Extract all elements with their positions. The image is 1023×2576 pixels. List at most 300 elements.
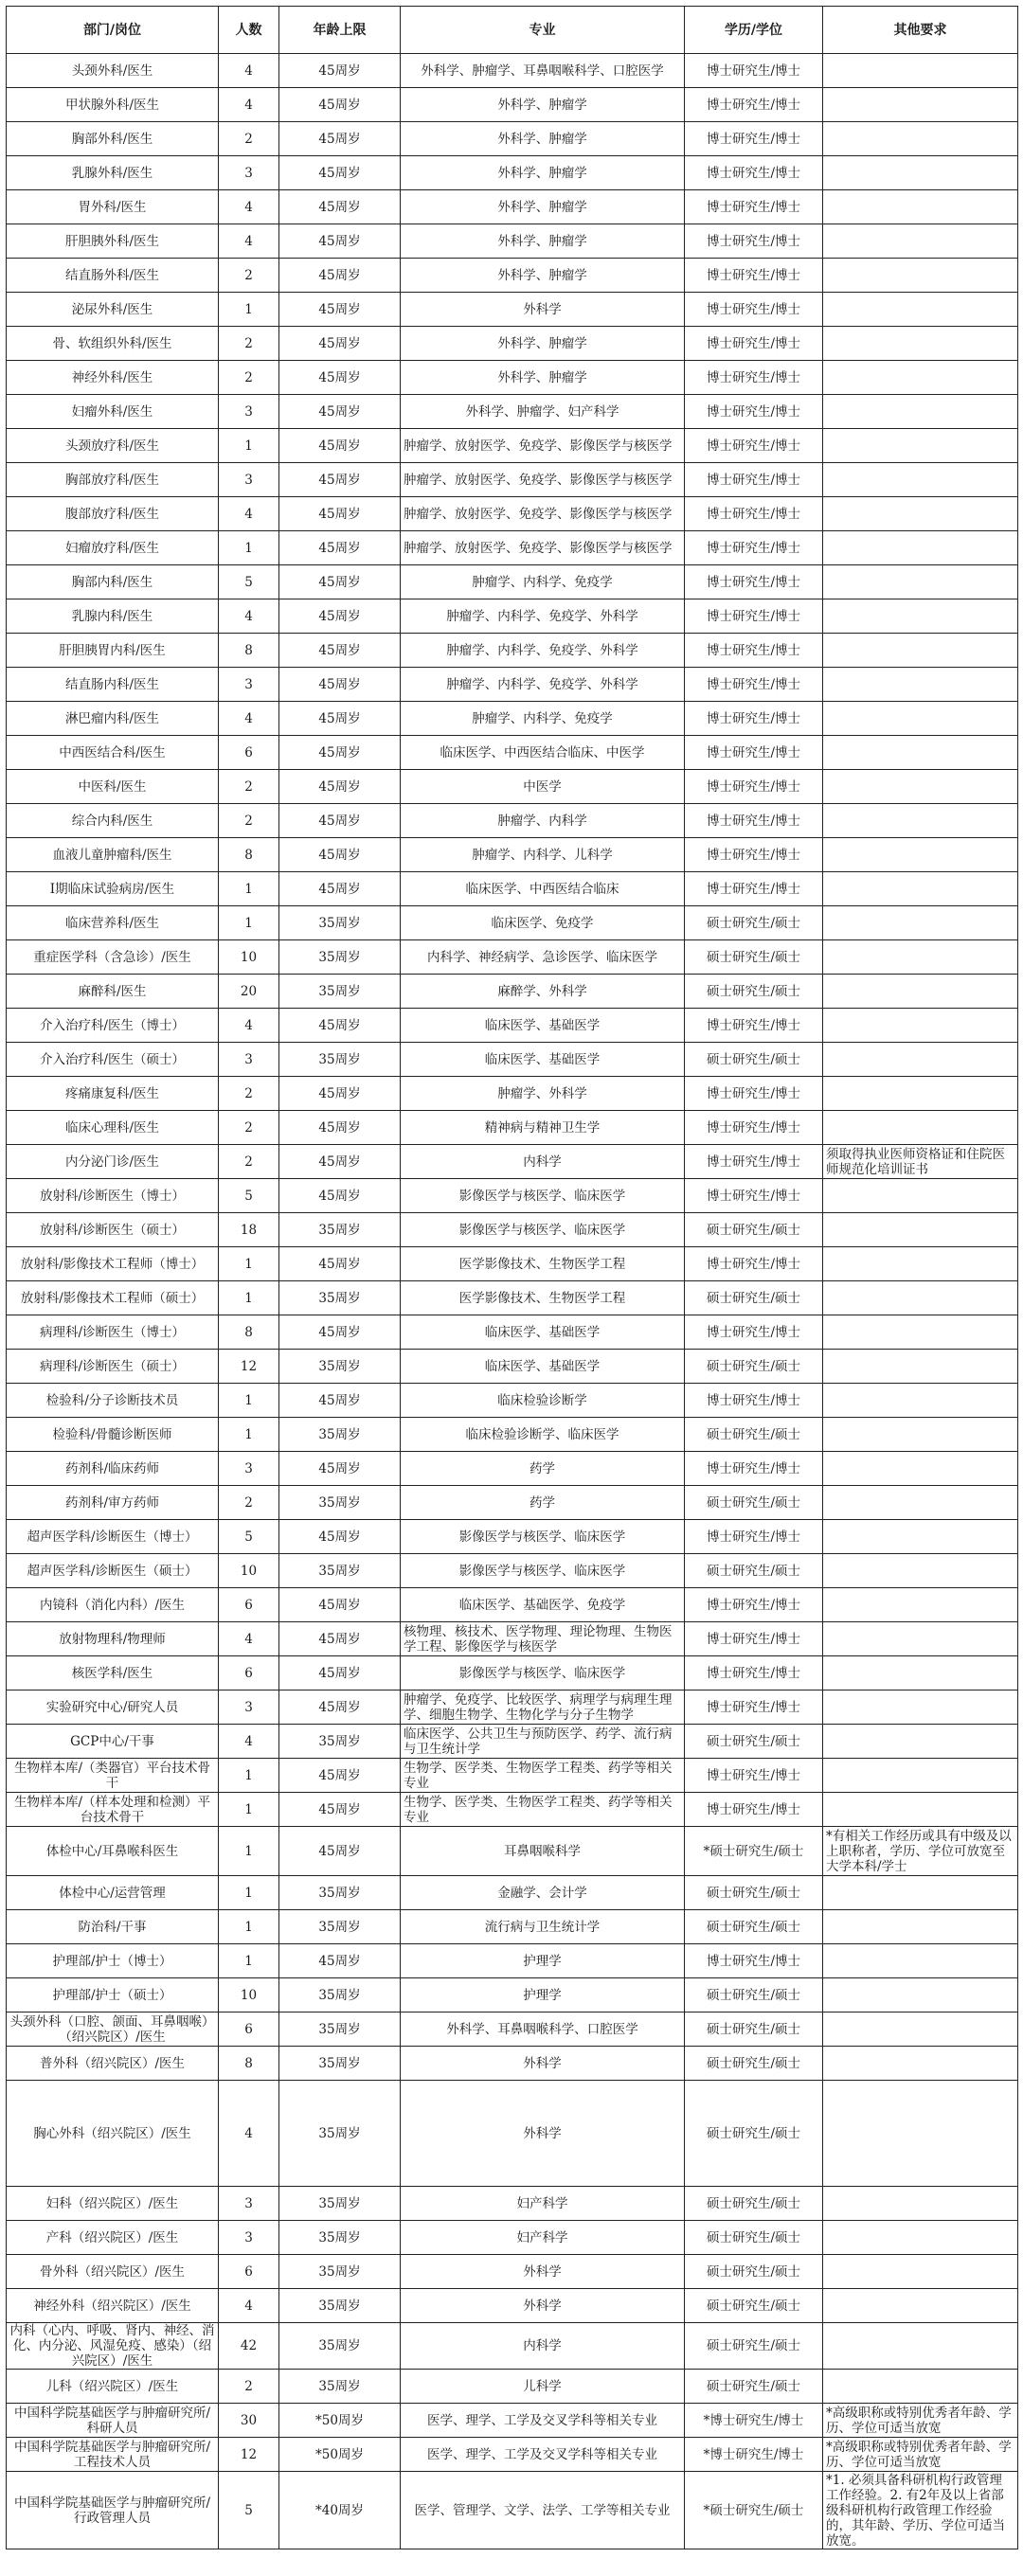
cell-other (823, 156, 1018, 190)
cell-other (823, 770, 1018, 804)
table-row (7, 1827, 1018, 1876)
cell-major: 外科学 (401, 2289, 685, 2323)
cell-age: 35周岁 (279, 975, 401, 1009)
cell-major: 外科学、耳鼻咽喉科学、口腔医学 (401, 2012, 685, 2047)
cell-count: 8 (219, 634, 279, 668)
cell-count: 2 (219, 122, 279, 156)
cell-dept: 护理部/护士（博士） (7, 1944, 219, 1978)
cell-dept: 疼痛康复科/医生 (7, 1077, 219, 1111)
cell-other (823, 361, 1018, 395)
cell-degree: 博士研究生/博士 (685, 259, 823, 293)
cell-major: 妇产科学 (401, 2187, 685, 2221)
cell-age: 35周岁 (279, 2012, 401, 2047)
cell-major: 医学影像技术、生物医学工程 (401, 1247, 685, 1281)
cell-dept: 内分泌门诊/医生 (7, 1145, 219, 1179)
cell-other (823, 668, 1018, 702)
cell-major: 临床医学、基础医学 (401, 1009, 685, 1043)
cell-major: 临床医学、基础医学、免疫学 (401, 1588, 685, 1622)
cell-degree: 硕士研究生/硕士 (685, 1350, 823, 1384)
cell-degree: 博士研究生/博士 (685, 1759, 823, 1793)
table-row (7, 1759, 1018, 1793)
cell-degree: 硕士研究生/硕士 (685, 906, 823, 940)
cell-major: 外科学 (401, 293, 685, 327)
cell-age: 45周岁 (279, 1247, 401, 1281)
cell-count: 4 (219, 190, 279, 224)
cell-major: 肿瘤学、放射医学、免疫学、影像医学与核医学 (401, 429, 685, 463)
cell-degree: 博士研究生/博士 (685, 54, 823, 88)
cell-count: 1 (219, 1793, 279, 1827)
cell-degree: 硕士研究生/硕士 (685, 1554, 823, 1588)
cell-age: 45周岁 (279, 259, 401, 293)
table-row (7, 2012, 1018, 2047)
cell-degree: 硕士研究生/硕士 (685, 2289, 823, 2323)
cell-count: 3 (219, 395, 279, 429)
cell-count: 2 (219, 259, 279, 293)
cell-major: 影像医学与核医学、临床医学 (401, 1520, 685, 1554)
cell-other (823, 2047, 1018, 2081)
cell-other (823, 463, 1018, 497)
table-row (7, 2187, 1018, 2221)
cell-other (823, 2012, 1018, 2047)
cell-dept: 头颈放疗科/医生 (7, 429, 219, 463)
cell-degree: 硕士研究生/硕士 (685, 2081, 823, 2187)
cell-age: 45周岁 (279, 1588, 401, 1622)
cell-count: 42 (219, 2323, 279, 2370)
cell-count: 4 (219, 224, 279, 259)
table-row (7, 2323, 1018, 2370)
cell-count: 5 (219, 565, 279, 599)
cell-major: 临床医学、基础医学 (401, 1043, 685, 1077)
cell-count: 2 (219, 327, 279, 361)
cell-major: 肿瘤学、内科学、儿科学 (401, 838, 685, 872)
cell-count: 2 (219, 361, 279, 395)
cell-major: 临床检验诊断学 (401, 1384, 685, 1418)
cell-major: 肿瘤学、内科学、免疫学 (401, 702, 685, 736)
table-row (7, 122, 1018, 156)
cell-other (823, 1876, 1018, 1910)
cell-count: 2 (219, 1145, 279, 1179)
cell-dept: 中国科学院基础医学与肿瘤研究所/行政管理人员 (7, 2472, 219, 2549)
cell-major: 麻醉学、外科学 (401, 975, 685, 1009)
cell-age: 45周岁 (279, 1656, 401, 1690)
cell-count: 4 (219, 54, 279, 88)
cell-dept: 综合内科/医生 (7, 804, 219, 838)
cell-other (823, 1315, 1018, 1350)
cell-other (823, 327, 1018, 361)
cell-count: 4 (219, 2081, 279, 2187)
cell-age: 45周岁 (279, 327, 401, 361)
cell-count: 5 (219, 2472, 279, 2549)
cell-count: 1 (219, 1944, 279, 1978)
cell-dept: 重症医学科（含急诊）/医生 (7, 940, 219, 975)
cell-degree: 博士研究生/博士 (685, 1622, 823, 1656)
cell-dept: 介入治疗科/医生（硕士） (7, 1043, 219, 1077)
table-row (7, 2472, 1018, 2549)
cell-count: 4 (219, 1622, 279, 1656)
cell-major: 外科学、肿瘤学 (401, 122, 685, 156)
cell-other (823, 736, 1018, 770)
cell-other (823, 1554, 1018, 1588)
cell-dept: 乳腺内科/医生 (7, 599, 219, 634)
cell-degree: 硕士研究生/硕士 (685, 2187, 823, 2221)
table-row (7, 940, 1018, 975)
cell-degree: 博士研究生/博士 (685, 293, 823, 327)
cell-degree: 博士研究生/博士 (685, 1690, 823, 1725)
cell-major: 外科学、肿瘤学 (401, 361, 685, 395)
cell-count: 3 (219, 2221, 279, 2255)
cell-age: 45周岁 (279, 1452, 401, 1486)
cell-count: 1 (219, 1281, 279, 1315)
cell-count: 6 (219, 736, 279, 770)
cell-major: 医学影像技术、生物医学工程 (401, 1281, 685, 1315)
table-row (7, 1725, 1018, 1759)
cell-count: 6 (219, 2255, 279, 2289)
cell-count: 1 (219, 906, 279, 940)
cell-age: 45周岁 (279, 1145, 401, 1179)
cell-age: 45周岁 (279, 1077, 401, 1111)
cell-age: 45周岁 (279, 1690, 401, 1725)
cell-degree: 硕士研究生/硕士 (685, 1910, 823, 1944)
cell-major: 临床检验诊断学、临床医学 (401, 1418, 685, 1452)
cell-dept: 胸部外科/医生 (7, 122, 219, 156)
cell-degree: 博士研究生/博士 (685, 1145, 823, 1179)
cell-age: *50周岁 (279, 2438, 401, 2472)
cell-other (823, 1725, 1018, 1759)
cell-count: 2 (219, 804, 279, 838)
cell-dept: 核医学科/医生 (7, 1656, 219, 1690)
cell-count: 3 (219, 2187, 279, 2221)
cell-other (823, 259, 1018, 293)
cell-degree: *硕士研究生/硕士 (685, 1827, 823, 1876)
cell-degree: 博士研究生/博士 (685, 736, 823, 770)
cell-age: 35周岁 (279, 2255, 401, 2289)
cell-dept: 结直肠内科/医生 (7, 668, 219, 702)
cell-degree: 博士研究生/博士 (685, 838, 823, 872)
cell-age: 35周岁 (279, 1043, 401, 1077)
cell-count: 6 (219, 1656, 279, 1690)
cell-count: 6 (219, 2012, 279, 2047)
table-row (7, 1213, 1018, 1247)
cell-dept: 普外科（绍兴院区）/医生 (7, 2047, 219, 2081)
cell-dept: 胸心外科（绍兴院区）/医生 (7, 2081, 219, 2187)
cell-other (823, 88, 1018, 122)
table-row (7, 1315, 1018, 1350)
cell-degree: 博士研究生/博士 (685, 1656, 823, 1690)
cell-major: 医学、管理学、文学、法学、工学等相关专业 (401, 2472, 685, 2549)
cell-dept: 实验研究中心/研究人员 (7, 1690, 219, 1725)
cell-major: 肿瘤学、放射医学、免疫学、影像医学与核医学 (401, 463, 685, 497)
cell-other (823, 1452, 1018, 1486)
cell-major: 临床医学、中西医结合临床 (401, 872, 685, 906)
cell-degree: 博士研究生/博士 (685, 463, 823, 497)
cell-degree: 博士研究生/博士 (685, 429, 823, 463)
cell-degree: 博士研究生/博士 (685, 1944, 823, 1978)
table-row (7, 702, 1018, 736)
cell-degree: 硕士研究生/硕士 (685, 2323, 823, 2370)
cell-count: 20 (219, 975, 279, 1009)
column-header-age: 年龄上限 (279, 7, 401, 54)
cell-age: 45周岁 (279, 634, 401, 668)
table-row (7, 1690, 1018, 1725)
table-row (7, 1793, 1018, 1827)
cell-major: 外科学 (401, 2255, 685, 2289)
cell-count: 18 (219, 1213, 279, 1247)
cell-major: 外科学、肿瘤学 (401, 88, 685, 122)
table-row (7, 2081, 1018, 2187)
cell-age: 45周岁 (279, 804, 401, 838)
cell-degree: 博士研究生/博士 (685, 1384, 823, 1418)
cell-dept: 肝胆胰外科/医生 (7, 224, 219, 259)
cell-count: 5 (219, 1179, 279, 1213)
cell-major: 护理学 (401, 1978, 685, 2012)
cell-dept: 生物样本库/（样本处理和检测）平台技术骨干 (7, 1793, 219, 1827)
cell-other (823, 395, 1018, 429)
cell-dept: 神经外科/医生 (7, 361, 219, 395)
cell-age: 45周岁 (279, 770, 401, 804)
column-header-degree: 学历/学位 (685, 7, 823, 54)
cell-degree: 博士研究生/博士 (685, 531, 823, 565)
table-row (7, 2255, 1018, 2289)
cell-count: 10 (219, 1978, 279, 2012)
cell-degree: 硕士研究生/硕士 (685, 2012, 823, 2047)
cell-other (823, 906, 1018, 940)
table-row (7, 1588, 1018, 1622)
cell-dept: 超声医学科/诊断医生（硕士） (7, 1554, 219, 1588)
cell-age: 45周岁 (279, 1944, 401, 1978)
cell-count: 4 (219, 2289, 279, 2323)
cell-dept: 中医科/医生 (7, 770, 219, 804)
cell-age: 45周岁 (279, 122, 401, 156)
cell-dept: 妇科（绍兴院区）/医生 (7, 2187, 219, 2221)
cell-age: 45周岁 (279, 88, 401, 122)
cell-age: 45周岁 (279, 702, 401, 736)
cell-degree: *博士研究生/博士 (685, 2404, 823, 2438)
cell-other (823, 1350, 1018, 1384)
cell-major: 核物理、核技术、医学物理、理论物理、生物医学工程、影像医学与核医学 (401, 1622, 685, 1656)
cell-dept: 临床营养科/医生 (7, 906, 219, 940)
cell-dept: 病理科/诊断医生（硕士） (7, 1350, 219, 1384)
cell-other (823, 1247, 1018, 1281)
cell-degree: 硕士研究生/硕士 (685, 1281, 823, 1315)
cell-degree: 博士研究生/博士 (685, 1315, 823, 1350)
cell-other: *高级职称或特别优秀者年龄、学历、学位可适当放宽 (823, 2438, 1018, 2472)
cell-major: 外科学、肿瘤学、耳鼻咽喉科学、口腔医学 (401, 54, 685, 88)
cell-major: 金融学、会计学 (401, 1876, 685, 1910)
cell-age: 45周岁 (279, 429, 401, 463)
table-row (7, 1009, 1018, 1043)
cell-degree: 博士研究生/博士 (685, 702, 823, 736)
cell-major: 临床医学、基础医学 (401, 1350, 685, 1384)
cell-age: 45周岁 (279, 1622, 401, 1656)
cell-other (823, 54, 1018, 88)
cell-dept: 淋巴瘤内科/医生 (7, 702, 219, 736)
cell-major: 外科学、肿瘤学 (401, 259, 685, 293)
column-header-major: 专业 (401, 7, 685, 54)
cell-age: 35周岁 (279, 2289, 401, 2323)
recruitment-table (6, 6, 1018, 2549)
cell-dept: 妇瘤外科/医生 (7, 395, 219, 429)
cell-degree: 硕士研究生/硕士 (685, 2047, 823, 2081)
cell-degree: 博士研究生/博士 (685, 1793, 823, 1827)
cell-major: 肿瘤学、免疫学、比较医学、病理学与病理生理学、细胞生物学、生物化学与分子生物学 (401, 1690, 685, 1725)
cell-age: *40周岁 (279, 2472, 401, 2549)
cell-degree: 博士研究生/博士 (685, 1520, 823, 1554)
table-row (7, 259, 1018, 293)
cell-other (823, 1077, 1018, 1111)
cell-degree: 博士研究生/博士 (685, 497, 823, 531)
cell-count: 4 (219, 497, 279, 531)
cell-count: 3 (219, 156, 279, 190)
table-row (7, 872, 1018, 906)
cell-degree: 博士研究生/博士 (685, 122, 823, 156)
table-row (7, 736, 1018, 770)
cell-age: 35周岁 (279, 2047, 401, 2081)
cell-count: 1 (219, 1910, 279, 1944)
cell-other (823, 1486, 1018, 1520)
cell-major: 肿瘤学、内科学、免疫学、外科学 (401, 599, 685, 634)
cell-major: 生物学、医学类、生物医学工程类、药学等相关专业 (401, 1793, 685, 1827)
cell-degree: 硕士研究生/硕士 (685, 975, 823, 1009)
cell-major: 影像医学与核医学、临床医学 (401, 1656, 685, 1690)
cell-other (823, 2323, 1018, 2370)
cell-dept: 骨、软组织外科/医生 (7, 327, 219, 361)
cell-count: 1 (219, 1827, 279, 1876)
cell-major: 影像医学与核医学、临床医学 (401, 1554, 685, 1588)
cell-dept: 泌尿外科/医生 (7, 293, 219, 327)
cell-major: 内科学、神经病学、急诊医学、临床医学 (401, 940, 685, 975)
cell-count: 4 (219, 1009, 279, 1043)
table-row (7, 1145, 1018, 1179)
cell-age: 45周岁 (279, 565, 401, 599)
cell-age: 45周岁 (279, 54, 401, 88)
cell-age: 45周岁 (279, 668, 401, 702)
cell-age: 45周岁 (279, 1520, 401, 1554)
cell-other (823, 599, 1018, 634)
table-row (7, 1418, 1018, 1452)
table-row (7, 1179, 1018, 1213)
cell-dept: 内科（心内、呼吸、肾内、神经、消化、内分泌、风湿免疫、感染）（绍兴院区）/医生 (7, 2323, 219, 2370)
cell-other (823, 1793, 1018, 1827)
cell-major: 外科学、肿瘤学 (401, 156, 685, 190)
cell-major: 临床医学、基础医学 (401, 1315, 685, 1350)
cell-count: 2 (219, 1486, 279, 1520)
cell-degree: 博士研究生/博士 (685, 1179, 823, 1213)
cell-other (823, 1656, 1018, 1690)
table-row (7, 1077, 1018, 1111)
table-row (7, 361, 1018, 395)
table-row (7, 1043, 1018, 1077)
cell-dept: 护理部/护士（硕士） (7, 1978, 219, 2012)
column-header-dept: 部门/岗位 (7, 7, 219, 54)
cell-age: 45周岁 (279, 838, 401, 872)
table-row (7, 1486, 1018, 1520)
cell-count: 4 (219, 702, 279, 736)
table-row (7, 2047, 1018, 2081)
cell-count: 3 (219, 1452, 279, 1486)
cell-dept: 超声医学科/诊断医生（博士） (7, 1520, 219, 1554)
cell-count: 1 (219, 1876, 279, 1910)
cell-other (823, 1384, 1018, 1418)
cell-major: 药学 (401, 1452, 685, 1486)
cell-age: 45周岁 (279, 497, 401, 531)
cell-degree: 博士研究生/博士 (685, 565, 823, 599)
cell-dept: 检验科/骨髓诊断医师 (7, 1418, 219, 1452)
cell-age: 45周岁 (279, 361, 401, 395)
cell-count: 1 (219, 1384, 279, 1418)
table-row (7, 1452, 1018, 1486)
cell-major: 医学、理学、工学及交叉学科等相关专业 (401, 2404, 685, 2438)
cell-major: 护理学 (401, 1944, 685, 1978)
cell-other (823, 565, 1018, 599)
cell-count: 8 (219, 2047, 279, 2081)
table-row (7, 565, 1018, 599)
cell-other (823, 702, 1018, 736)
cell-other: *高级职称或特别优秀者年龄、学历、学位可适当放宽 (823, 2404, 1018, 2438)
cell-other (823, 1978, 1018, 2012)
cell-dept: 放射科/诊断医生（博士） (7, 1179, 219, 1213)
cell-degree: 博士研究生/博士 (685, 1452, 823, 1486)
cell-age: 45周岁 (279, 872, 401, 906)
cell-age: 35周岁 (279, 1486, 401, 1520)
cell-degree: 博士研究生/博士 (685, 872, 823, 906)
cell-age: 35周岁 (279, 940, 401, 975)
cell-other (823, 1944, 1018, 1978)
cell-other (823, 1418, 1018, 1452)
cell-age: 35周岁 (279, 1978, 401, 2012)
table-row (7, 327, 1018, 361)
cell-count: 1 (219, 429, 279, 463)
column-header-other: 其他要求 (823, 7, 1018, 54)
cell-dept: 放射科/诊断医生（硕士） (7, 1213, 219, 1247)
cell-other (823, 1622, 1018, 1656)
cell-count: 8 (219, 838, 279, 872)
cell-dept: GCP中心/干事 (7, 1725, 219, 1759)
cell-other (823, 429, 1018, 463)
cell-count: 30 (219, 2404, 279, 2438)
cell-age: 45周岁 (279, 599, 401, 634)
cell-age: 35周岁 (279, 1281, 401, 1315)
cell-degree: 博士研究生/博士 (685, 804, 823, 838)
cell-major: 外科学、肿瘤学 (401, 224, 685, 259)
cell-dept: 防治科/干事 (7, 1910, 219, 1944)
table-row (7, 1944, 1018, 1978)
table-row (7, 88, 1018, 122)
cell-degree: 博士研究生/博士 (685, 1111, 823, 1145)
cell-major: 妇产科学 (401, 2221, 685, 2255)
cell-other: *1. 必须具备科研机构行政管理工作经验。2. 有2年及以上省部级科研机构行政管理工作经验的，其年龄、学历、学位可适当放宽。 (823, 2472, 1018, 2549)
cell-major: 影像医学与核医学、临床医学 (401, 1213, 685, 1247)
cell-dept: 检验科/分子诊断技术员 (7, 1384, 219, 1418)
cell-dept: 血液儿童肿瘤科/医生 (7, 838, 219, 872)
cell-dept: 放射科/影像技术工程师（硕士） (7, 1281, 219, 1315)
cell-degree: 博士研究生/博士 (685, 327, 823, 361)
cell-major: 影像医学与核医学、临床医学 (401, 1179, 685, 1213)
cell-other (823, 1281, 1018, 1315)
cell-count: 1 (219, 1247, 279, 1281)
table-row (7, 429, 1018, 463)
cell-other (823, 122, 1018, 156)
cell-age: 35周岁 (279, 1876, 401, 1910)
cell-degree: 硕士研究生/硕士 (685, 1418, 823, 1452)
cell-other: *有相关工作经历或具有中级及以上职称者，学历、学位可放宽至大学本科/学士 (823, 1827, 1018, 1876)
cell-other (823, 531, 1018, 565)
cell-degree: 硕士研究生/硕士 (685, 1978, 823, 2012)
column-header-count: 人数 (219, 7, 279, 54)
cell-dept: 体检中心/运营管理 (7, 1876, 219, 1910)
cell-major: 肿瘤学、外科学 (401, 1077, 685, 1111)
table-row (7, 2438, 1018, 2472)
cell-other: 须取得执业医师资格证和住院医师规范化培训证书 (823, 1145, 1018, 1179)
